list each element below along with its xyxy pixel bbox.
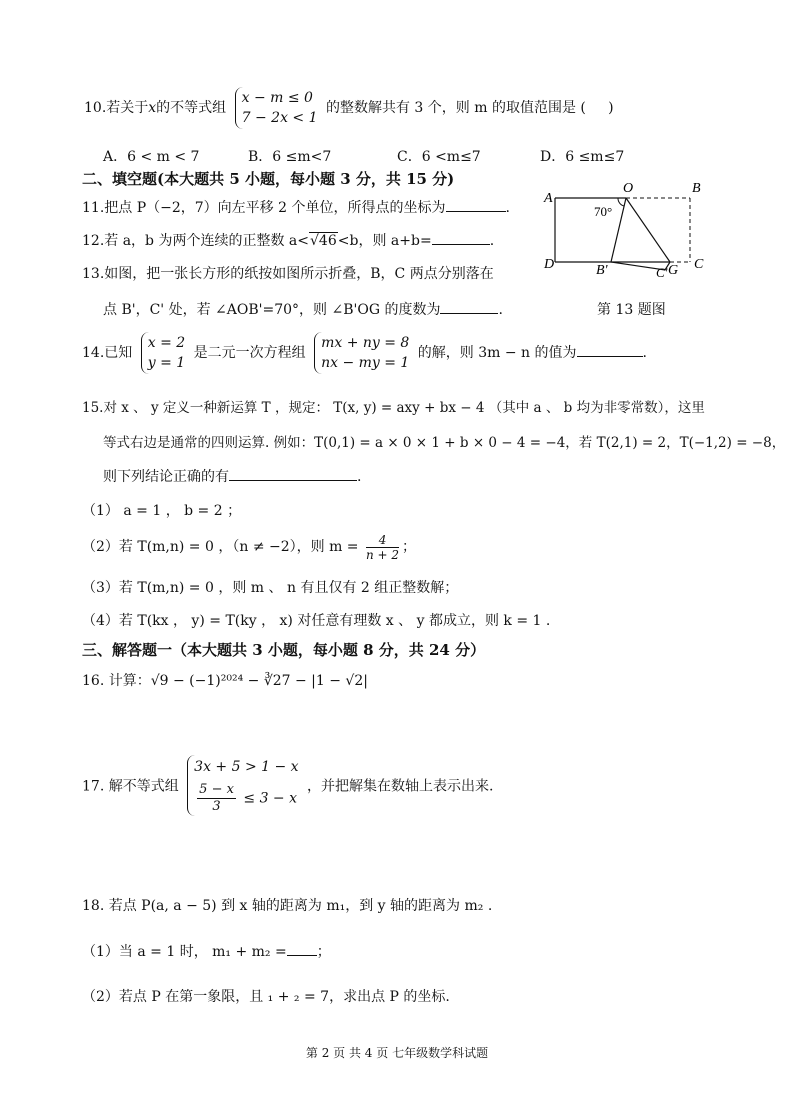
- q15-item3: （3）若 T(m,n) = 0 ，则 m 、 n 有且仅有 2 组正整数解；: [82, 580, 459, 596]
- fig13-fold-line-og: [626, 198, 670, 262]
- q10-stem: 10.若关于x的不等式组 x − m ≤ 0 7 − 2x < 1 的整数解共有 3 个，则 m 的取值范围是 ( ): [84, 86, 614, 130]
- q10-option-d: D．6 ≤m≤7: [540, 149, 625, 165]
- q13-answer-blank[interactable]: [440, 299, 498, 314]
- fig13-angle-arc: [618, 198, 624, 206]
- q18-stem: 18. 若点 P(a, a − 5) 到 x 轴的距离为 m₁，到 y 轴的距离为 m₂ .: [82, 898, 493, 914]
- q10-option-c: C．6 <m≤7: [397, 149, 481, 165]
- fig13-folded-flap: [611, 198, 670, 270]
- figure-13-caption: 第 13 题图: [597, 302, 666, 318]
- q17-fraction: $\frac{5 - x}{3}$: [199, 782, 234, 814]
- q18-item1: （1）当 a = 1 时， m₁ + m₂ = ；: [82, 941, 331, 961]
- section2-title: 二、填空题(本大题共 5 小题，每小题 3 分，共 15 分): [82, 170, 455, 188]
- q13-line2: 点 B'，C' 处，若 ∠AOB'=70°，则 ∠B'OG 的度数为 .: [103, 299, 503, 319]
- q13-line1: 13.如图，把一张长方形的纸按如图所示折叠，B，C 两点分别落在: [82, 266, 494, 282]
- q14: 14.已知 x = 2 y = 1 是二元一次方程组 mx + ny = 8 nx − my = 1 的解，则 3m − n 的值为 .: [82, 331, 647, 375]
- q15-line1: 15.对 x 、 y 定义一种新运算 T ，规定： T(x, y) = axy + bx − 4 （其中 a 、 b 均为非零常数），这里: [82, 400, 705, 416]
- fig13-angle-label: 70°: [594, 204, 613, 219]
- q17-inequality-system: 3x + 5 > 1 − x $\frac{5 - x}{3}$ ≤ 3 − x: [187, 755, 298, 816]
- q10-inequality-system: x − m ≤ 0 7 − 2x < 1: [235, 87, 318, 129]
- q17: 17. 解不等式组 3x + 5 > 1 − x $\frac{5 - x}{3}$ ≤ 3 − x ，并把解集在数轴上表示出来.: [82, 755, 493, 816]
- fig13-label-g: G: [668, 263, 679, 278]
- q15-line2: 等式右边是通常的四则运算. 例如：T(0,1) = a × 0 × 1 + b × 0 − 4 = −4，若 T(2,1) = 2，T(−1,2) = −8，: [103, 435, 786, 451]
- q10-option-a: A．6 < m < 7: [103, 149, 200, 165]
- q14-equation-system: mx + ny = 8 nx − my = 1: [314, 332, 409, 374]
- q15-item2-fraction: $\frac{4}{n + 2}$: [366, 532, 400, 562]
- q12: 12.若 a，b 为两个连续的正整数 a<√46<b，则 a+b= .: [82, 230, 494, 250]
- q14-answer-blank[interactable]: [577, 342, 643, 357]
- q15-line3: 则下列结论正确的有 .: [103, 466, 361, 486]
- q18-answer-blank[interactable]: [287, 941, 317, 956]
- fig13-label-d: D: [544, 257, 555, 272]
- q15-item4: （4）若 T(kx ， y) = T(ky ， x) 对任意有理数 x 、 y 都成立，则 k = 1 .: [82, 613, 551, 629]
- fig13-label-o: O: [623, 181, 634, 196]
- q10-option-b: B．6 ≤m<7: [248, 149, 332, 165]
- page-footer: 第 2 页 共 4 页 七年级数学科试题: [305, 1046, 489, 1060]
- section3-title: 三、解答题一（本大题共 3 小题，每小题 8 分，共 24 分）: [82, 641, 486, 659]
- q15-item2: （2）若 T(m,n) = 0 ，（n ≠ −2），则 m = $\frac{4}{n + 2}$ ；: [82, 532, 417, 562]
- q12-answer-blank[interactable]: [432, 230, 490, 245]
- fig13-label-a: A: [544, 191, 553, 206]
- q15-answer-blank[interactable]: [229, 466, 357, 481]
- q15-item1: （1） a = 1 ， b = 2 ；: [82, 503, 242, 519]
- figure-13-diagram: [538, 178, 710, 278]
- q18-item2: （2）若点 P 在第一象限，且 ₁ + ₂ = 7，求出点 P 的坐标.: [82, 989, 450, 1005]
- fig13-label-c: C: [694, 257, 704, 272]
- fig13-label-b: B: [692, 181, 701, 196]
- q11: 11.把点 P（−2，7）向左平移 2 个单位，所得点的坐标为 .: [82, 197, 510, 217]
- fig13-label-b-prime: B': [596, 263, 608, 278]
- q14-solution: x = 2 y = 1: [141, 332, 185, 374]
- fig13-label-c-prime: C': [656, 265, 668, 278]
- q16: 16. 计算：√9 − (−1)²⁰²⁴ − ∛27 − |1 − √2|: [82, 673, 368, 689]
- q11-answer-blank[interactable]: [446, 197, 506, 212]
